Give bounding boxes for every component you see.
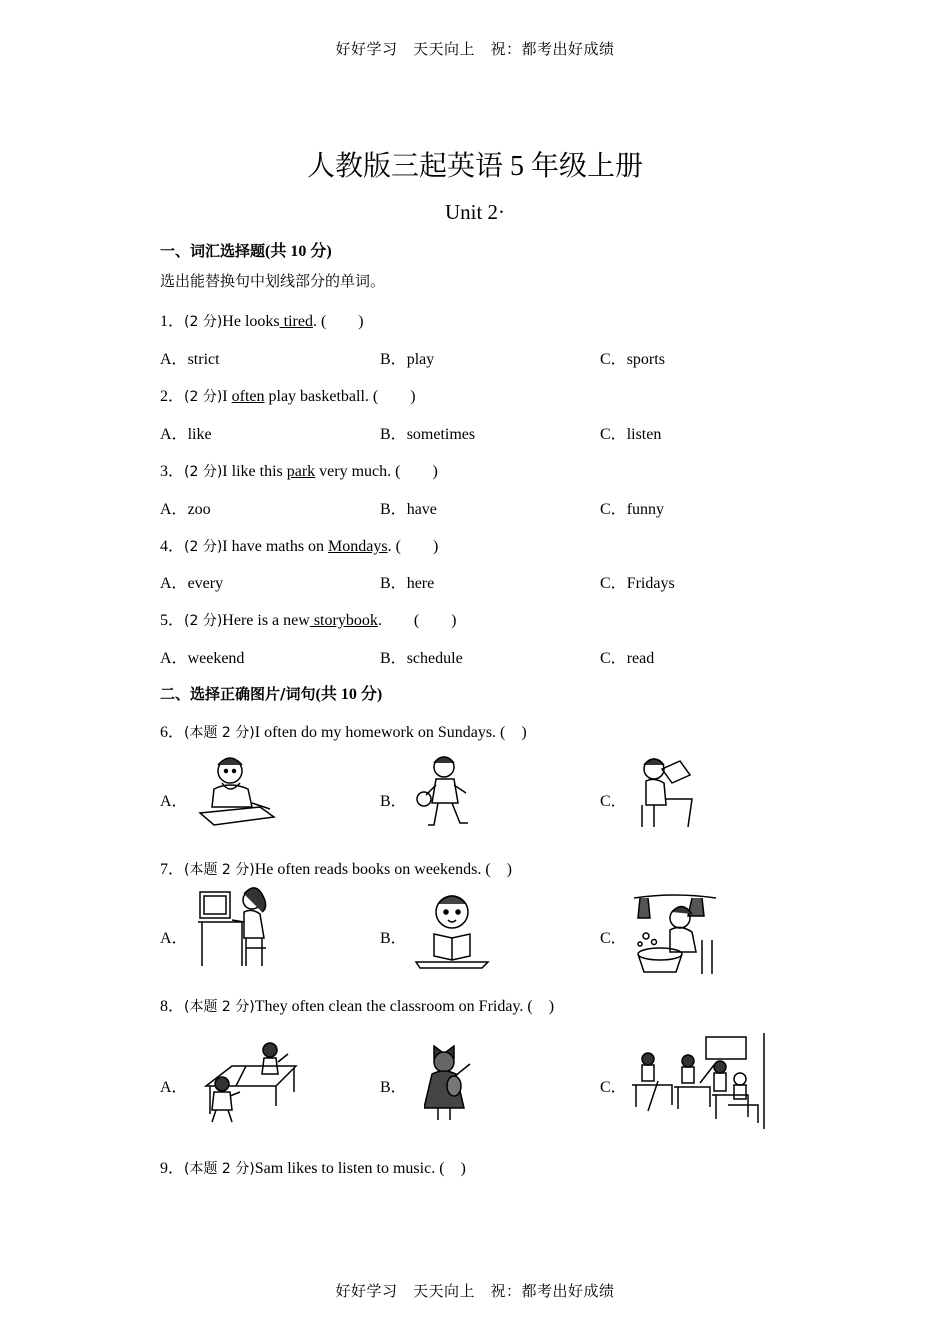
question-8-option-b-label[interactable]: B． bbox=[380, 1079, 407, 1096]
boy-reading-at-desk-image[interactable] bbox=[632, 755, 698, 831]
question-8-option-a-label[interactable]: A． bbox=[160, 1079, 188, 1096]
question-5-option-b[interactable]: B．schedule bbox=[380, 650, 463, 667]
question-6-option-c-label[interactable]: C． bbox=[600, 793, 627, 810]
section-2-heading: 二、选择正确图片/词句(共 10 分) bbox=[160, 685, 383, 703]
question-7-option-a-label[interactable]: A． bbox=[160, 930, 188, 947]
question-3-option-b[interactable]: B．have bbox=[380, 501, 437, 518]
question-4: 4．(2 分)I have maths on Mondays. ( ) bbox=[160, 538, 439, 555]
question-8-option-c-label[interactable]: C． bbox=[600, 1079, 627, 1096]
boy-with-ball-image[interactable] bbox=[412, 755, 482, 833]
question-5-option-c[interactable]: C．read bbox=[600, 650, 655, 667]
girl-playing-violin-image[interactable] bbox=[424, 1040, 480, 1124]
question-3-option-a[interactable]: A．zoo bbox=[160, 501, 211, 518]
question-5-option-a[interactable]: A．weekend bbox=[160, 650, 245, 667]
question-1: 1．(2 分)He looks tired. ( ) bbox=[160, 313, 364, 330]
page-title: 人教版三起英语 5 年级上册 bbox=[306, 151, 643, 182]
question-4-option-c[interactable]: C．Fridays bbox=[600, 575, 675, 592]
question-1-option-c[interactable]: C．sports bbox=[600, 351, 665, 368]
girl-at-computer-image[interactable] bbox=[196, 886, 282, 970]
question-2-option-a[interactable]: A．like bbox=[160, 426, 212, 443]
kids-cleaning-classroom-image[interactable] bbox=[628, 1033, 768, 1129]
question-3-option-c[interactable]: C．funny bbox=[600, 501, 665, 518]
question-7-option-c-label[interactable]: C． bbox=[600, 930, 627, 947]
question-8: 8．(本题 2 分)They often clean the classroom on Friday. ( ) bbox=[160, 998, 555, 1015]
question-1-option-b[interactable]: B．play bbox=[380, 351, 435, 368]
question-7: 7．(本题 2 分)He often reads books on weekends. ( ) bbox=[160, 861, 513, 878]
question-7-option-b-label[interactable]: B． bbox=[380, 930, 407, 947]
question-9: 9．(本题 2 分)Sam likes to listen to music. ( ) bbox=[160, 1160, 466, 1177]
girl-doing-homework-image[interactable] bbox=[192, 755, 278, 829]
question-2-option-b[interactable]: B．sometimes bbox=[380, 426, 476, 443]
question-4-option-b[interactable]: B．here bbox=[380, 575, 435, 592]
question-3: 3．(2 分)I like this park very much. ( ) bbox=[160, 463, 438, 480]
question-6: 6．(本题 2 分)I often do my homework on Sundays. ( ) bbox=[160, 724, 527, 741]
page-footer: 好好学习 天天向上 祝：都考出好成绩 bbox=[335, 1282, 615, 1300]
boy-reading-book-image[interactable] bbox=[412, 890, 492, 970]
section-1-instruction: 选出能替换句中划线部分的单词。 bbox=[160, 272, 386, 290]
page-subtitle: Unit 2· bbox=[444, 200, 506, 224]
section-1-heading: 一、词汇选择题(共 10 分) bbox=[160, 242, 332, 260]
girl-washing-clothes-image[interactable] bbox=[632, 890, 718, 976]
question-4-option-a[interactable]: A．every bbox=[160, 575, 224, 592]
question-6-option-b-label[interactable]: B． bbox=[380, 793, 407, 810]
kids-playing-ping-pong-image[interactable] bbox=[196, 1040, 300, 1124]
page-header: 好好学习 天天向上 祝：都考出好成绩 bbox=[335, 40, 615, 58]
question-2-option-c[interactable]: C．listen bbox=[600, 426, 662, 443]
question-5: 5．(2 分)Here is a new storybook. ( ) bbox=[160, 612, 457, 629]
question-6-option-a-label[interactable]: A． bbox=[160, 793, 188, 810]
question-2: 2．(2 分)I often play basketball. ( ) bbox=[160, 388, 416, 405]
question-1-option-a[interactable]: A．strict bbox=[160, 351, 220, 368]
